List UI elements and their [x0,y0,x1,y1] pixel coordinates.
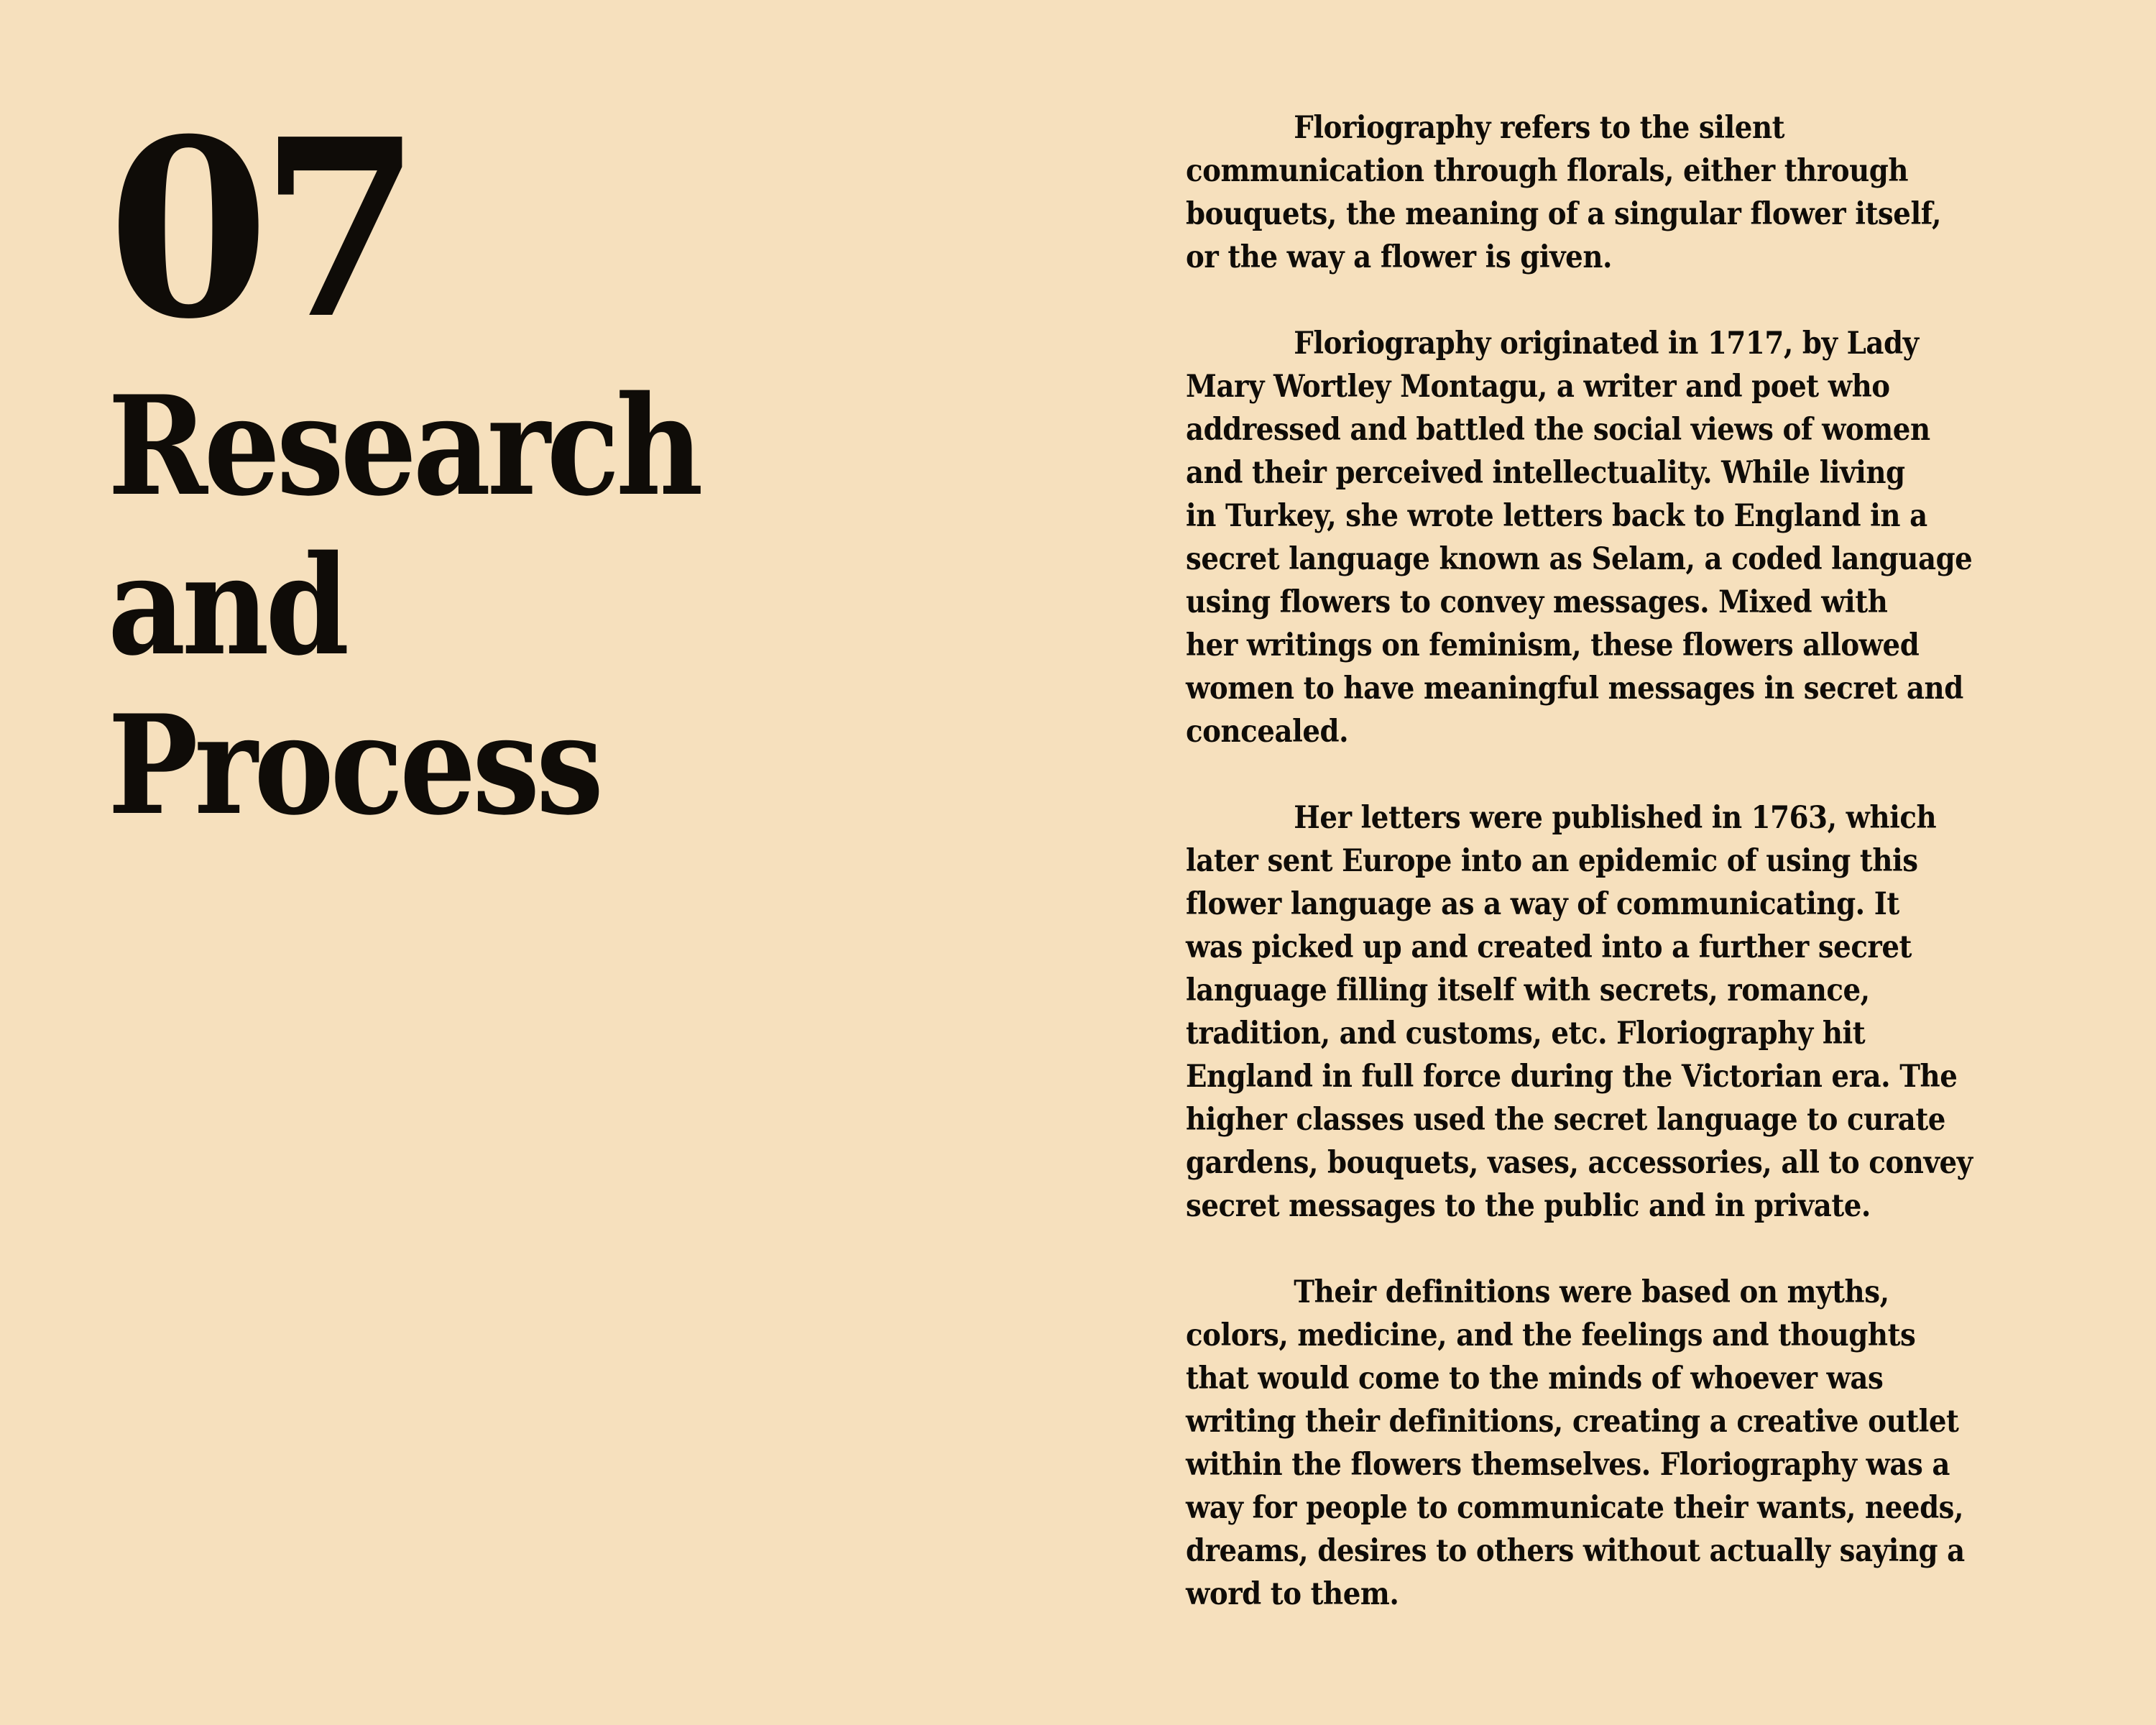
text-line: language filling itself with secrets, romance, [1186,972,1870,1008]
text-line: communication through florals, either through [1186,153,1909,189]
text-line: flower language as a way of communicating. It [1186,886,1899,922]
text-line: secret messages to the public and in private. [1186,1188,1871,1224]
text-line: in Turkey, she wrote letters back to England in a [1186,498,1927,534]
chapter-title [108,367,930,845]
chapter-title-line: Process [108,685,600,845]
text-line: Mary Wortley Montagu, a writer and poet who [1186,369,1890,405]
text-line: Her letters were published in 1763, which [1294,800,1937,836]
right-page-body-text [1186,106,2055,1616]
chapter-title-line: Research and [108,366,700,686]
text-line: addressed and battled the social views of women [1186,412,1930,448]
text-line: England in full force during the Victorian era. The [1186,1059,1958,1095]
text-line: concealed. [1186,714,1349,750]
text-line: word to them. [1186,1576,1399,1612]
text-line: using flowers to convey messages. Mixed with [1186,584,1888,620]
text-line: gardens, bouquets, vases, accessories, all to convey [1186,1145,1973,1181]
text-line: Their definitions were based on myths, [1294,1274,1889,1310]
paragraph-definition [1186,106,2055,279]
paragraph-spread-in-europe [1186,796,2055,1228]
chapter-number: 07 [108,86,412,373]
text-line: way for people to communicate their wants, needs, [1186,1490,1964,1526]
text-line: or the way a flower is given. [1186,239,1613,275]
text-line: writing their definitions, creating a creative outlet [1186,1404,1959,1440]
text-line: colors, medicine, and the feelings and thoughts [1186,1317,1916,1353]
text-line: and their perceived intellectuality. While living [1186,455,1905,491]
paragraph-origin [1186,322,2055,753]
left-page [108,86,1042,845]
text-line: within the flowers themselves. Floriography was a [1186,1447,1950,1483]
paragraph-definitions [1186,1271,2055,1616]
text-line: Floriography originated in 1717, by Lady [1294,326,1919,362]
text-line: higher classes used the secret language to curate [1186,1102,1945,1138]
text-line: Floriography refers to the silent [1294,110,1785,146]
text-line: that would come to the minds of whoever was [1186,1361,1884,1397]
text-line: secret language known as Selam, a coded language [1186,541,1973,577]
text-line: later sent Europe into an epidemic of using this [1186,843,1918,879]
text-line: women to have meaningful messages in secret and [1186,671,1963,707]
text-line: bouquets, the meaning of a singular flower itself, [1186,196,1942,232]
text-line: dreams, desires to others without actually saying a [1186,1533,1965,1569]
text-line: her writings on feminism, these flowers allowed [1186,627,1920,663]
text-line: was picked up and created into a further secret [1186,929,1912,965]
text-line: tradition, and customs, etc. Floriography hit [1186,1016,1866,1052]
